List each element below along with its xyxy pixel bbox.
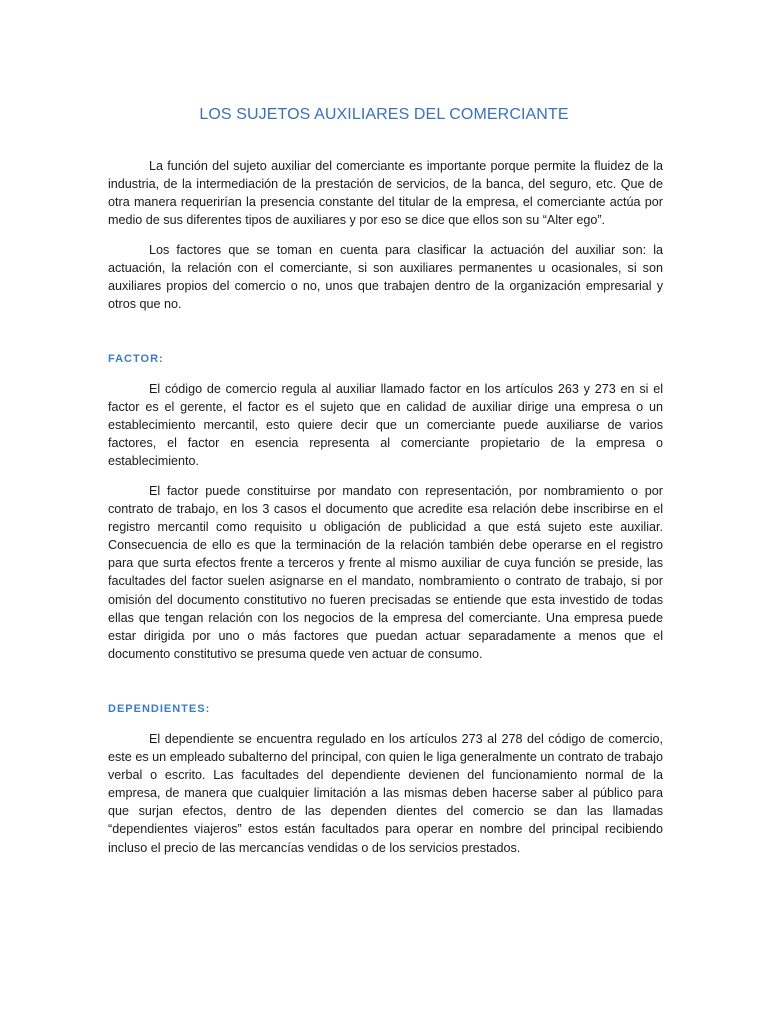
section-heading-factor: FACTOR: bbox=[108, 353, 164, 365]
document-title: LOS SUJETOS AUXILIARES DEL COMERCIANTE bbox=[199, 106, 569, 123]
factor-paragraph-2: El factor puede constituirse por mandato con representación, por nombramiento o por contrato de trabajo, en los 3 casos el documento que acredite esa relación debe inscribirse en el registro mercantil como requisito u obligación de publicidad a que está sujeto este auxiliar. Consecuencia de ello es que la terminación de la relación también debe operarse en el registro para que surta efectos frente a terceros y frente al mismo auxiliar de cuya función se preside, las facultades del factor suelen asignarse en el mandato, nombramiento o contrato de trabajo, si por omisión del documento constitutivo no fueren precisadas se entiende que esta investido de todas ellas que tengan relación con los negocios de la empresa del comerciante. Una empresa puede estar dirigida por uno o más factores que puedan actuar separadamente a menos que el documento constitutivo se presuma quede ven actuar de consumo. bbox=[108, 484, 663, 661]
intro-paragraph-1: La función del sujeto auxiliar del comerciante es importante porque permite la fluidez de la industria, de la intermediación de la prestación de servicios, de la banca, del seguro, etc. Que de otra manera requerirían la presencia constante del titular de la empresa, el comerciante actúa por medio de sus diferentes tipos de auxiliares y por eso se dice que ellos son su “Alter ego”. bbox=[108, 159, 663, 228]
section-heading-dependientes: DEPENDIENTES: bbox=[108, 703, 211, 715]
factor-paragraph-1: El código de comercio regula al auxiliar llamado factor en los artículos 263 y 273 en si el factor es el gerente, el factor es el sujeto que en calidad de auxiliar dirige una empresa o un establecimiento mercantil, esto quiere decir que un comerciante puede auxiliarse de varios factores, el factor en esencia representa al comerciante propietario de la empresa o establecimiento. bbox=[108, 382, 663, 469]
dependientes-paragraph-1: El dependiente se encuentra regulado en los artículos 273 al 278 del código de comercio, este es un empleado subalterno del principal, con quien le liga generalmente un contrato de trabajo verbal o escrito. Las facultades del dependiente devienen del funcionamiento normal de la empresa, de manera que cualquier limitación a las mismas deben hacerse saber al público para que surjan efectos, dentro de las dependen dientes del comercio se dan las llamadas “dependientes viajeros” estos están facultados para operar en nombre del principal recibiendo incluso el precio de las mercancías vendidas o de los servicios prestados. bbox=[108, 732, 663, 855]
intro-paragraph-2: Los factores que se toman en cuenta para clasificar la actuación del auxiliar son: la actuación, la relación con el comerciante, si son auxiliares permanentes u ocasionales, si son auxiliares propios del comercio o no, unos que trabajen dentro de la organización empresarial y otros que no. bbox=[108, 243, 663, 312]
